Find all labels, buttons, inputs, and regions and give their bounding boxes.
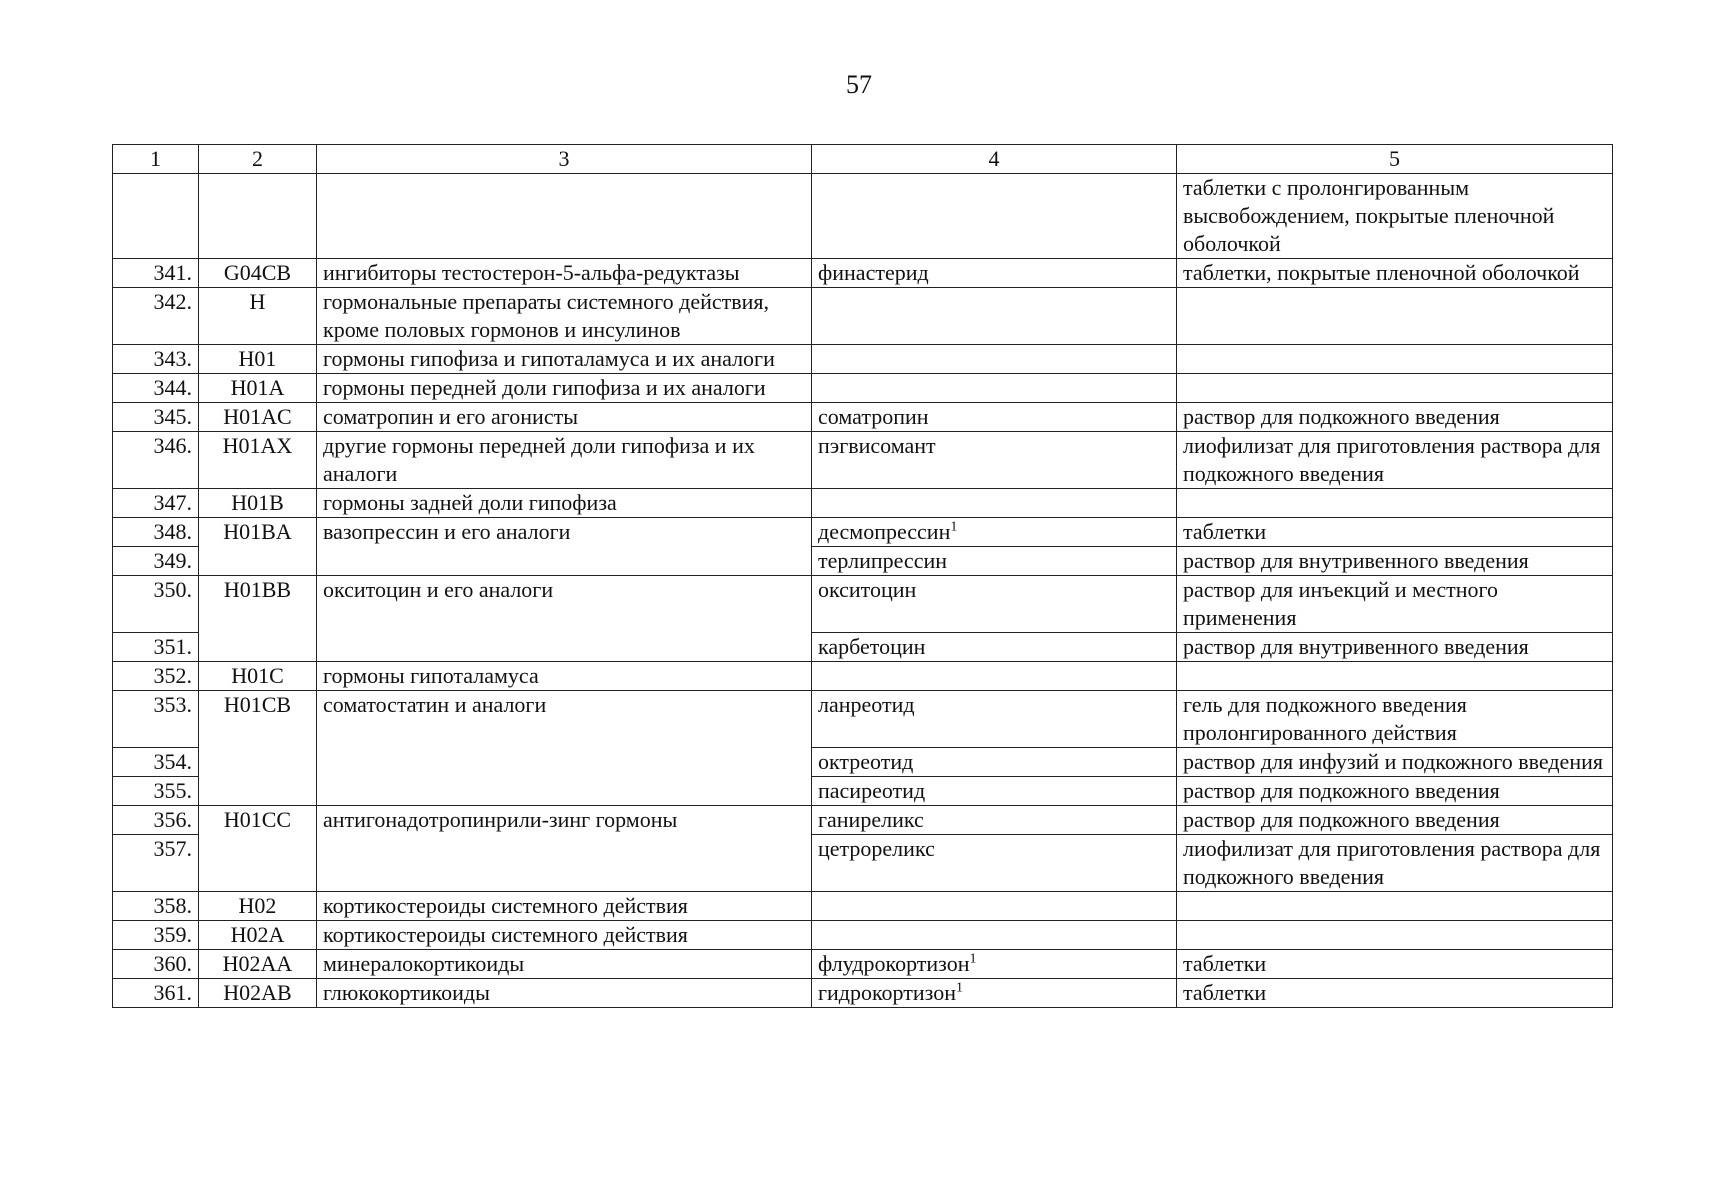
row-number: 349.: [113, 547, 199, 576]
column-header-1: 1: [113, 145, 199, 174]
table-row: [113, 921, 1613, 950]
dosage-form: лиофилизат для приготовления раствора для подкожного введения: [1177, 432, 1613, 489]
atc-code: H01CB: [199, 691, 317, 806]
drug-name: октреотид: [812, 748, 1177, 777]
row-number: 341.: [113, 259, 199, 288]
drug-name: [812, 489, 1177, 518]
row-number: 361.: [113, 979, 199, 1008]
dosage-form: [1177, 489, 1613, 518]
atc-code: H01: [199, 345, 317, 374]
drug-name: [812, 921, 1177, 950]
atc-code: H01BA: [199, 518, 317, 576]
header-row: [113, 145, 1613, 174]
drug-name: ланреотид: [812, 691, 1177, 748]
anatomical-group: другие гормоны передней доли гипофиза и их аналоги: [317, 432, 812, 489]
drug-name: пасиреотид: [812, 777, 1177, 806]
anatomical-group: соматостатин и аналоги: [317, 691, 812, 806]
anatomical-group: ингибиторы тестостерон-5-альфа-редуктазы: [317, 259, 812, 288]
column-header-2: 2: [199, 145, 317, 174]
dosage-form: таблетки: [1177, 518, 1613, 547]
drug-name: [812, 979, 1177, 1008]
row-number: 352.: [113, 662, 199, 691]
dosage-form: [1177, 345, 1613, 374]
atc-code: H01C: [199, 662, 317, 691]
row-number: 353.: [113, 691, 199, 748]
dosage-form: лиофилизат для приготовления раствора для подкожного введения: [1177, 835, 1613, 892]
atc-code: H02: [199, 892, 317, 921]
column-header-5: 5: [1177, 145, 1613, 174]
anatomical-group: окситоцин и его аналоги: [317, 576, 812, 662]
footnote-marker: 1: [956, 980, 963, 996]
table-row: [113, 662, 1613, 691]
row-number: 357.: [113, 835, 199, 892]
drug-name: окситоцин: [812, 576, 1177, 633]
drug-name: [812, 345, 1177, 374]
dosage-form: [1177, 374, 1613, 403]
drug-name: [812, 950, 1177, 979]
atc-code: H01B: [199, 489, 317, 518]
anatomical-group: гормоны гипофиза и гипоталамуса и их аналоги: [317, 345, 812, 374]
atc-code: H01BB: [199, 576, 317, 662]
table-row: [113, 288, 1613, 345]
row-number: 360.: [113, 950, 199, 979]
dosage-form: [1177, 662, 1613, 691]
dosage-form: [1177, 892, 1613, 921]
table-row: [113, 892, 1613, 921]
dosage-form: [1177, 921, 1613, 950]
drug-name: [812, 662, 1177, 691]
column-header-3: 3: [317, 145, 812, 174]
atc-code: H01CC: [199, 806, 317, 892]
row-number: 346.: [113, 432, 199, 489]
dosage-form: раствор для подкожного введения: [1177, 806, 1613, 835]
footnote-marker: 1: [969, 951, 977, 967]
dosage-form: [1177, 288, 1613, 345]
row-number: [113, 174, 199, 259]
table-row: [113, 174, 1613, 259]
drug-name: финастерид: [812, 259, 1177, 288]
row-number: 350.: [113, 576, 199, 633]
atc-code: G04CB: [199, 259, 317, 288]
dosage-form: раствор для внутривенного введения: [1177, 547, 1613, 576]
drug-name: карбетоцин: [812, 633, 1177, 662]
table-row: [113, 432, 1613, 489]
atc-code: H02A: [199, 921, 317, 950]
page-number: 57: [846, 70, 872, 99]
drug-name: [812, 174, 1177, 259]
anatomical-group: гормональные препараты системного действия, кроме половых гормонов и инсулинов: [317, 288, 812, 345]
anatomical-group: вазопрессин и его аналоги: [317, 518, 812, 576]
dosage-form: таблетки, покрытые пленочной оболочкой: [1177, 259, 1613, 288]
anatomical-group: соматропин и его агонисты: [317, 403, 812, 432]
dosage-form: таблетки: [1177, 979, 1613, 1008]
row-number: 344.: [113, 374, 199, 403]
row-number: 359.: [113, 921, 199, 950]
table-row: [113, 518, 1613, 547]
row-number: 347.: [113, 489, 199, 518]
table-row: [113, 259, 1613, 288]
column-header-4: 4: [812, 145, 1177, 174]
drug-name: [812, 288, 1177, 345]
drug-name: [812, 374, 1177, 403]
dosage-form: раствор для подкожного введения: [1177, 403, 1613, 432]
row-number: 351.: [113, 633, 199, 662]
drug-name: пэгвисомант: [812, 432, 1177, 489]
drug-name: соматропин: [812, 403, 1177, 432]
table-row: [113, 979, 1613, 1008]
row-number: 354.: [113, 748, 199, 777]
dosage-form: таблетки с пролонгированным высвобождением, покрытые пленочной оболочкой: [1177, 174, 1613, 259]
drug-name: [812, 518, 1177, 547]
table-row: [113, 576, 1613, 633]
drug-name-text: гидрокортизон: [818, 980, 956, 1005]
atc-code: H01AX: [199, 432, 317, 489]
atc-code: H01AC: [199, 403, 317, 432]
row-number: 342.: [113, 288, 199, 345]
atc-code: H: [199, 288, 317, 345]
row-number: 355.: [113, 777, 199, 806]
drug-name: цетрореликс: [812, 835, 1177, 892]
table-row: [113, 489, 1613, 518]
medicines-table: [112, 144, 1613, 1008]
table-row: [113, 403, 1613, 432]
anatomical-group: гормоны задней доли гипофиза: [317, 489, 812, 518]
atc-code: H01A: [199, 374, 317, 403]
table-row: [113, 345, 1613, 374]
footnote-marker: 1: [950, 519, 958, 535]
dosage-form: раствор для подкожного введения: [1177, 777, 1613, 806]
row-number: 343.: [113, 345, 199, 374]
row-number: 358.: [113, 892, 199, 921]
dosage-form: раствор для инъекций и местного применения: [1177, 576, 1613, 633]
drug-name-text: десмопрессин: [818, 519, 951, 544]
drug-name: [812, 892, 1177, 921]
dosage-form: таблетки: [1177, 950, 1613, 979]
anatomical-group: гормоны передней доли гипофиза и их аналоги: [317, 374, 812, 403]
table-row: [113, 950, 1613, 979]
anatomical-group: [317, 174, 812, 259]
atc-code: H02AB: [199, 979, 317, 1008]
table-row: [113, 806, 1613, 835]
row-number: 348.: [113, 518, 199, 547]
anatomical-group: гормоны гипоталамуса: [317, 662, 812, 691]
atc-code: H02AA: [199, 950, 317, 979]
row-number: 356.: [113, 806, 199, 835]
anatomical-group: кортикостероиды системного действия: [317, 892, 812, 921]
anatomical-group: кортикостероиды системного действия: [317, 921, 812, 950]
drug-name: терлипрессин: [812, 547, 1177, 576]
dosage-form: раствор для инфузий и подкожного введения: [1177, 748, 1613, 777]
dosage-form: раствор для внутривенного введения: [1177, 633, 1613, 662]
drug-name: ганиреликс: [812, 806, 1177, 835]
atc-code: [199, 174, 317, 259]
anatomical-group: глюкокортикоиды: [317, 979, 812, 1008]
table-row: [113, 374, 1613, 403]
dosage-form: гель для подкожного введения пролонгированного действия: [1177, 691, 1613, 748]
row-number: 345.: [113, 403, 199, 432]
drug-name-text: флудрокортизон: [818, 951, 970, 976]
anatomical-group: антигонадотропинрили-зинг гормоны: [317, 806, 812, 892]
table-row: [113, 691, 1613, 748]
anatomical-group: минералокортикоиды: [317, 950, 812, 979]
